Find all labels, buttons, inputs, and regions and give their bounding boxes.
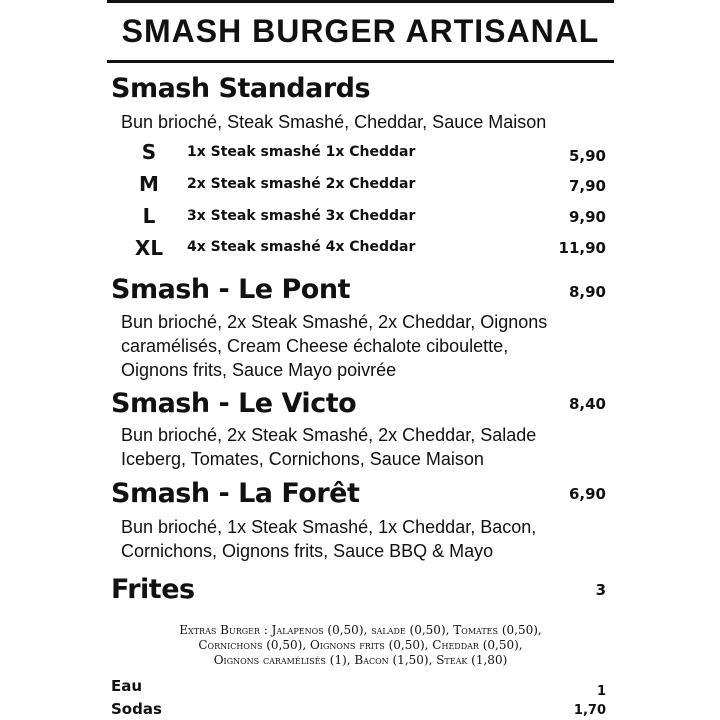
size-label-xl: XL [134, 236, 164, 260]
standards-description: Bun brioché, Steak Smashé, Cheddar, Sauce Maison [121, 112, 547, 132]
drink-price-sodas: 1,70 [573, 703, 606, 718]
extras-line: Oignons caramélisés (1), Bacon (1,50), Steak (1,80) [213, 653, 508, 667]
burger-desc-la-foret [121, 515, 591, 563]
drink-name-sodas: Sodas [111, 700, 162, 718]
desc-line: Oignons frits, Sauce Mayo poivrée [121, 360, 397, 380]
title-rule [107, 60, 614, 63]
burger-name-le-victo: Smash - Le Victo [111, 388, 357, 419]
desc-line: caramélisés, Cream Cheese échalote ciboulette, [121, 336, 509, 356]
burger-price-le-pont: 8,90 [568, 283, 606, 301]
size-label-s: S [141, 140, 157, 164]
desc-line: Bun brioché, 2x Steak Smashé, 2x Cheddar, Salade [121, 425, 537, 445]
menu-title: SMASH BURGER ARTISANAL [121, 13, 600, 49]
extras-line: Cornichons (0,50), Oignons frits (0,50), Cheddar (0,50), [198, 638, 523, 652]
size-price-m: 7,90 [568, 177, 606, 195]
desc-line: Iceberg, Tomates, Cornichons, Sauce Maison [121, 449, 484, 469]
size-label-m: M [139, 172, 159, 196]
frites-price: 3 [595, 581, 606, 599]
size-desc-l: 3x Steak smashé 3x Cheddar [187, 208, 416, 224]
frites-name: Frites [111, 574, 195, 605]
burger-desc-le-victo [121, 423, 591, 471]
burger-name-la-foret: Smash - La Forêt [111, 478, 360, 509]
size-price-l: 9,90 [568, 208, 606, 226]
top-rule [107, 0, 614, 3]
drink-price-eau: 1 [596, 684, 606, 699]
desc-line: Bun brioché, 2x Steak Smashé, 2x Cheddar, Oignons [121, 312, 548, 332]
desc-line: Cornichons, Oignons frits, Sauce BBQ & Mayo [121, 541, 494, 561]
menu-board [107, 0, 614, 720]
size-label-l: L [142, 204, 156, 228]
desc-line: Bun brioché, 1x Steak Smashé, 1x Cheddar, Bacon, [121, 517, 537, 537]
size-price-s: 5,90 [568, 147, 606, 165]
size-desc-s: 1x Steak smashé 1x Cheddar [187, 144, 416, 160]
burger-desc-le-pont [121, 310, 591, 382]
burger-price-la-foret: 6,90 [568, 485, 606, 503]
size-price-xl: 11,90 [558, 239, 606, 257]
size-desc-xl: 4x Steak smashé 4x Cheddar [187, 239, 416, 255]
extras-note [107, 623, 614, 668]
drink-name-eau: Eau [111, 677, 143, 695]
size-desc-m: 2x Steak smashé 2x Cheddar [187, 176, 416, 192]
burger-price-le-victo: 8,40 [568, 395, 606, 413]
burger-name-le-pont: Smash - Le Pont [111, 274, 350, 305]
section-title-standards: Smash Standards [111, 73, 371, 104]
extras-line: Extras Burger : Jalapenos (0,50), salade (0,50), Tomates (0,50), [179, 623, 542, 637]
